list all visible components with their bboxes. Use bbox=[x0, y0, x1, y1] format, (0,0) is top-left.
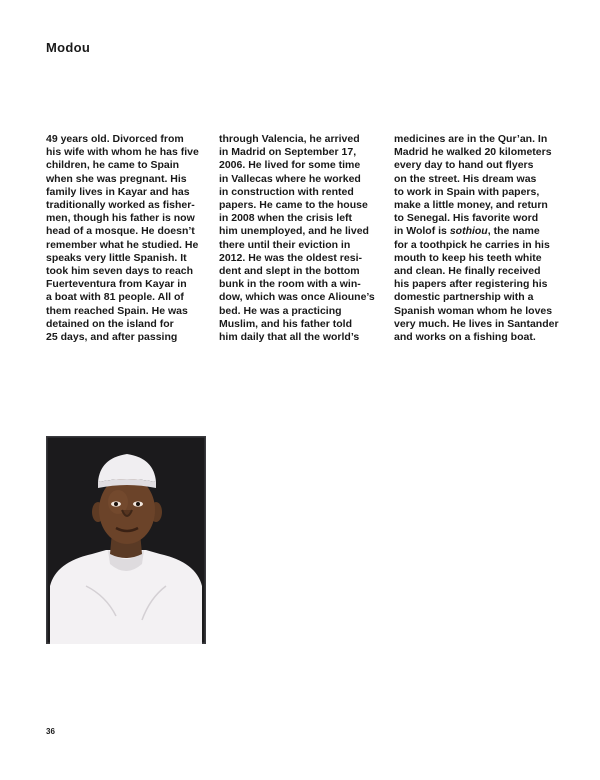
text-line: 25 days, and after passing bbox=[46, 331, 178, 344]
text-line: head of a mosque. He doesn’t bbox=[46, 225, 195, 238]
text-line: a boat with 81 people. All of bbox=[46, 291, 184, 304]
text-column-2 bbox=[219, 133, 384, 344]
text-line: traditionally worked as fisher- bbox=[46, 199, 195, 212]
text-line: and works on a fishing boat. bbox=[394, 331, 536, 344]
text-line: 49 years old. Divorced from bbox=[46, 133, 184, 145]
wolof-word: sothiou bbox=[449, 225, 488, 238]
text-line: medicines are in the Qur’an. In bbox=[394, 133, 548, 145]
page-title: Modou bbox=[46, 40, 91, 55]
text-line: Fuerteventura from Kayar in bbox=[46, 278, 187, 291]
text-line: in Vallecas where he worked bbox=[219, 172, 361, 185]
text-line: for a toothpick he carries in his bbox=[394, 238, 550, 251]
text-line: very much. He lives in Santander bbox=[394, 317, 559, 330]
text-line: took him seven days to reach bbox=[46, 265, 194, 278]
text-line: family lives in Kayar and has bbox=[46, 185, 190, 198]
text-line: to Senegal. His favorite word bbox=[394, 212, 539, 225]
text-line: to work in Spain with papers, bbox=[394, 185, 540, 198]
text-line: in construction with rented bbox=[219, 185, 354, 198]
text-column-1 bbox=[46, 133, 211, 344]
text-line: every day to hand out flyers bbox=[394, 159, 534, 172]
text-line: children, he came to Spain bbox=[46, 159, 180, 172]
text-line: remember what he studied. He bbox=[46, 238, 199, 251]
text-line: him unemployed, and he lived bbox=[219, 225, 369, 238]
text-line: Muslim, and his father told bbox=[219, 317, 353, 330]
text-line: men, though his father is now bbox=[46, 212, 195, 225]
text-line: 2012. He was the oldest resi- bbox=[219, 251, 362, 264]
text-line: when she was pregnant. His bbox=[46, 172, 187, 185]
text-line: on the street. His dream was bbox=[394, 172, 537, 185]
text-line: and clean. He finally received bbox=[394, 265, 541, 278]
text-line: in Madrid on September 17, bbox=[219, 146, 357, 159]
text-fragment: in Wolof is bbox=[394, 225, 450, 238]
page-number: 36 bbox=[46, 727, 55, 736]
text-line: speaks very little Spanish. It bbox=[46, 251, 187, 264]
text-line: his wife with whom he has five bbox=[46, 146, 199, 159]
text-line: papers. He came to the house bbox=[219, 199, 368, 212]
text-line: there until their eviction in bbox=[219, 238, 351, 251]
text-line: dent and slept in the bottom bbox=[219, 265, 360, 278]
text-line: them reached Spain. He was bbox=[46, 304, 188, 317]
text-line: make a little money, and return bbox=[394, 199, 548, 212]
text-line: Spanish woman whom he loves bbox=[394, 304, 553, 317]
text-line: through Valencia, he arrived bbox=[219, 133, 360, 145]
text-line: dow, which was once Alioune’s bbox=[219, 291, 375, 304]
portrait-photo bbox=[46, 436, 206, 644]
text-line: 2006. He lived for some time bbox=[219, 159, 361, 172]
text-line: Madrid he walked 20 kilometers bbox=[394, 146, 552, 159]
text-column-3 bbox=[394, 133, 559, 344]
text-line-wolof-word bbox=[394, 225, 559, 238]
text-fragment: , the name bbox=[487, 225, 540, 238]
text-line: him daily that all the world’s bbox=[219, 331, 360, 344]
text-line: bunk in the room with a win- bbox=[219, 278, 361, 291]
text-line: his papers after registering his bbox=[394, 278, 548, 291]
text-line: detained on the island for bbox=[46, 317, 174, 330]
text-line: domestic partnership with a bbox=[394, 291, 534, 304]
text-line: in 2008 when the crisis left bbox=[219, 212, 353, 225]
text-line: bed. He was a practicing bbox=[219, 304, 342, 317]
text-line: mouth to keep his teeth white bbox=[394, 251, 542, 264]
